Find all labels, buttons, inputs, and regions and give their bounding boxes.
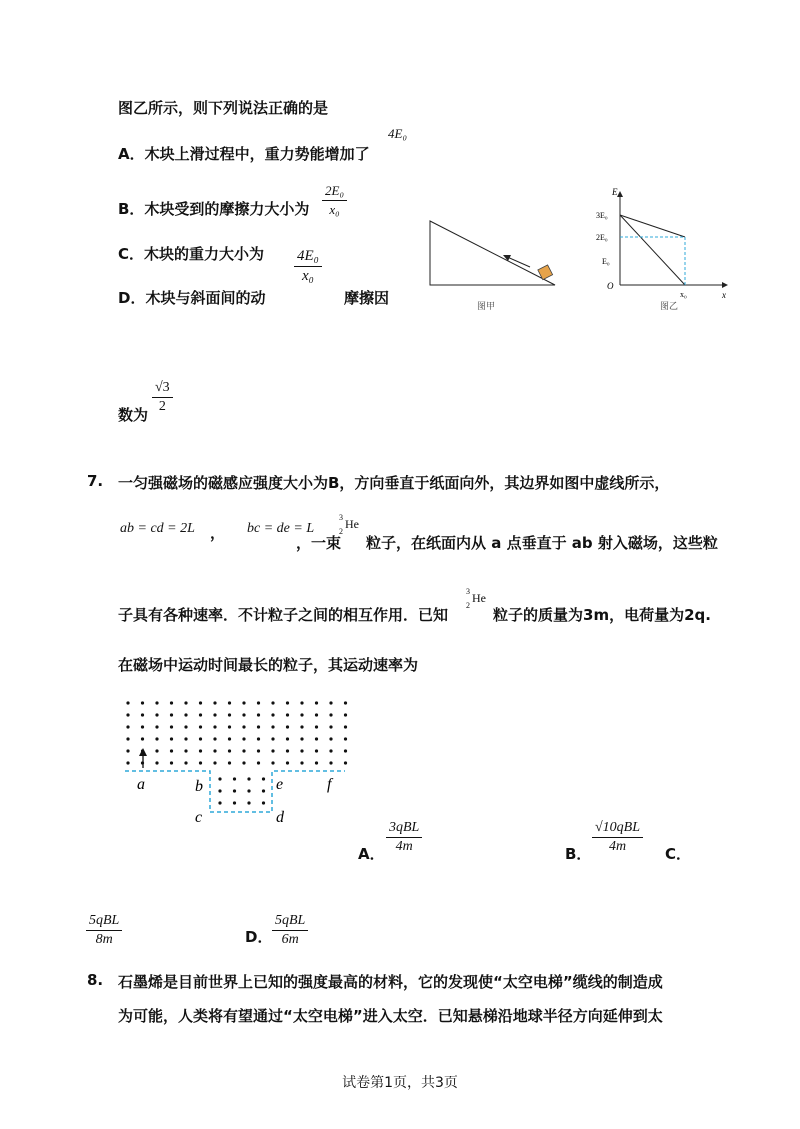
field-dot: [141, 725, 144, 728]
y-axis-arrow: [617, 191, 623, 197]
field-dot: [199, 701, 202, 704]
field-dot: [262, 777, 265, 780]
q7-option-c-denominator: 8m: [95, 932, 113, 947]
field-dot: [242, 713, 245, 716]
q6-option-b-numerator: 2E₀: [322, 183, 347, 201]
field-dot: [228, 725, 231, 728]
field-dot: [344, 713, 347, 716]
field-dot: [271, 713, 274, 716]
q8-line2: 为可能，人类将有望通过“太空电梯”进入太空．已知悬梯沿地球半径方向延伸到太: [118, 1007, 663, 1025]
field-dot: [329, 725, 332, 728]
fig-jia-caption: 图甲: [477, 301, 496, 311]
field-dot: [184, 701, 187, 704]
field-dot: [199, 749, 202, 752]
field-dot: [271, 701, 274, 704]
field-dot: [233, 801, 236, 804]
entry-arrow-head: [139, 748, 147, 756]
field-dot: [344, 737, 347, 740]
field-dot: [286, 701, 289, 704]
field-dot: [126, 713, 129, 716]
field-dot: [257, 749, 260, 752]
q6-option-b: B．木块受到的摩擦力大小为: [118, 200, 310, 218]
field-dot: [233, 777, 236, 780]
field-dot: [228, 749, 231, 752]
he-charge-number: 2: [339, 527, 343, 536]
field-dot: [315, 761, 318, 764]
field-dot: [257, 701, 260, 704]
field-dot: [315, 737, 318, 740]
field-dot: [155, 713, 158, 716]
field-dot: [228, 761, 231, 764]
field-dot: [247, 789, 250, 792]
energy-graph: [590, 185, 730, 315]
field-dot: [242, 737, 245, 740]
q7-option-c-numerator: 5qBL: [86, 913, 122, 931]
q7-option-b-label: B．: [565, 845, 592, 863]
field-dot: [141, 701, 144, 704]
field-dot: [170, 737, 173, 740]
q6-option-d-part1: D．木块与斜面间的动: [118, 289, 266, 307]
field-dot: [315, 725, 318, 728]
he-mass-number: 3: [339, 513, 343, 522]
field-dot: [141, 737, 144, 740]
field-dot: [344, 725, 347, 728]
q6-option-d-denominator: 2: [158, 399, 166, 414]
q6-option-c: C．木块的重力大小为: [118, 245, 265, 263]
incline-triangle: [430, 221, 555, 285]
q8-number: 8.: [87, 971, 104, 989]
field-dot: [213, 761, 216, 764]
q7-option-a-numerator: 3qBL: [386, 820, 422, 838]
field-dot: [271, 749, 274, 752]
q7-option-d-denominator: 6m: [281, 932, 299, 947]
field-dot: [286, 725, 289, 728]
field-dot: [315, 713, 318, 716]
q6-option-c-denominator: x₀: [302, 268, 314, 284]
tick-3E0: 3E₀: [596, 211, 608, 220]
q7-option-a-label: A．: [358, 845, 385, 863]
field-dot: [300, 737, 303, 740]
q7-option-b-numerator: √10qBL: [592, 820, 643, 838]
field-dot: [155, 761, 158, 764]
q7-option-a-fraction: [386, 820, 422, 855]
he-symbol-2: He: [472, 591, 486, 605]
field-dot: [126, 761, 129, 764]
q6-option-d-part2: 摩擦因: [344, 289, 390, 307]
x-axis-arrow: [722, 282, 728, 288]
field-dot: [286, 761, 289, 764]
q7-number: 7.: [87, 472, 104, 490]
q6-option-c-fraction: [294, 248, 322, 285]
magnetic-field-figure: [115, 695, 365, 830]
field-dot: [286, 737, 289, 740]
q7-sep1: ，: [210, 524, 226, 542]
q6-option-b-fraction: [322, 183, 347, 218]
q6-option-a-expr: 4E₀: [388, 126, 407, 141]
field-dot: [155, 701, 158, 704]
field-dot: [199, 737, 202, 740]
field-dot: [242, 701, 245, 704]
field-dot: [300, 713, 303, 716]
q7-eq2: bc = de = L: [247, 521, 315, 536]
field-dot: [184, 749, 187, 752]
field-dot: [242, 749, 245, 752]
q7-line1: 一匀强磁场的磁感应强度大小为B，方向垂直于纸面向外，其边界如图中虚线所示，: [118, 474, 670, 492]
field-dot: [271, 761, 274, 764]
field-dot: [155, 725, 158, 728]
field-dot: [170, 761, 173, 764]
field-dot: [184, 737, 187, 740]
q7-eq1: ab = cd = 2L: [120, 521, 195, 536]
field-dot: [126, 725, 129, 728]
field-dot: [233, 789, 236, 792]
q6-option-d-part3: 数为: [118, 406, 149, 424]
he-charge-number-2: 2: [466, 601, 470, 610]
field-dot: [126, 737, 129, 740]
q6-option-a: A．木块上滑过程中，重力势能增加了: [118, 145, 370, 163]
field-dot: [170, 713, 173, 716]
q7-line3-post: 粒子的质量为3m，电荷量为2q.: [493, 606, 711, 624]
field-dot: [262, 801, 265, 804]
q6-option-c-numerator: 4E₀: [294, 248, 322, 267]
field-dot: [228, 701, 231, 704]
tick-2E0: 2E₀: [596, 233, 608, 242]
field-dot: [218, 777, 221, 780]
q7-option-b-denominator: 4m: [608, 839, 627, 854]
field-dot: [257, 761, 260, 764]
q7-option-d-fraction: [272, 913, 308, 948]
q6-option-b-denominator: x₀: [329, 202, 340, 217]
y-axis-label: E: [612, 187, 618, 197]
field-dot: [218, 801, 221, 804]
field-dot: [257, 713, 260, 716]
field-dots: [126, 701, 347, 804]
field-dot: [199, 713, 202, 716]
field-dot: [184, 761, 187, 764]
q7-option-c-label: C．: [665, 845, 692, 863]
q7-option-d-numerator: 5qBL: [272, 913, 308, 931]
q7-option-c-fraction: [86, 913, 122, 948]
field-dot: [213, 713, 216, 716]
q7-option-d-label: D．: [245, 928, 273, 946]
q7-line2-rest: 粒子，在纸面内从 a 点垂直于 ab 射入磁场，这些粒: [366, 534, 718, 552]
q7-line2-mid: ，一束: [296, 534, 342, 552]
field-dot: [170, 725, 173, 728]
field-dot: [155, 749, 158, 752]
q7-line3-pre: 子具有各种速率．不计粒子之间的相互作用．已知: [118, 606, 449, 624]
field-dot: [199, 761, 202, 764]
field-dot: [329, 713, 332, 716]
incline-figure: [425, 215, 565, 315]
field-dot: [170, 701, 173, 704]
field-dot: [329, 701, 332, 704]
field-dot: [329, 749, 332, 752]
label-f: f: [327, 776, 332, 793]
field-dot: [271, 737, 274, 740]
label-a: a: [137, 776, 145, 793]
field-dot: [126, 701, 129, 704]
field-dot: [344, 701, 347, 704]
field-dot: [213, 737, 216, 740]
label-b: b: [195, 778, 203, 795]
q8-line1: 石墨烯是目前世界上已知的强度最高的材料，它的发现使“太空电梯”缆线的制造成: [118, 973, 663, 991]
field-dot: [257, 737, 260, 740]
field-dot: [257, 725, 260, 728]
tick-x0: x₀: [680, 290, 687, 299]
field-dot: [329, 737, 332, 740]
field-dot: [329, 761, 332, 764]
q7-option-a-denominator: 4m: [395, 839, 413, 854]
field-dot: [213, 701, 216, 704]
field-dot: [247, 777, 250, 780]
field-dot: [141, 713, 144, 716]
field-dot: [213, 725, 216, 728]
field-dot: [286, 713, 289, 716]
field-dot: [184, 713, 187, 716]
field-dot: [170, 749, 173, 752]
field-dot: [286, 749, 289, 752]
field-dot: [155, 737, 158, 740]
field-dot: [271, 725, 274, 728]
field-dot: [184, 725, 187, 728]
field-dot: [344, 761, 347, 764]
label-e: e: [276, 776, 284, 793]
origin-label: O: [607, 281, 614, 291]
field-dot: [315, 749, 318, 752]
label-d: d: [276, 809, 284, 826]
field-dot: [242, 761, 245, 764]
x-axis-label: x: [722, 290, 726, 300]
field-dot: [300, 725, 303, 728]
tick-E0: E₀: [602, 257, 610, 266]
page-footer: 试卷第1页，共3页: [342, 1075, 458, 1091]
field-dot: [315, 701, 318, 704]
field-dot: [199, 725, 202, 728]
field-dot: [247, 801, 250, 804]
q6-option-d-numerator: √3: [152, 380, 173, 398]
fig-yi-caption: 图乙: [660, 301, 679, 311]
field-dot: [344, 749, 347, 752]
field-dot: [228, 713, 231, 716]
field-dot: [218, 789, 221, 792]
field-dot: [300, 749, 303, 752]
he-symbol: He: [345, 517, 359, 531]
q7-line4: 在磁场中运动时间最长的粒子，其运动速率为: [118, 656, 419, 674]
field-dot: [228, 737, 231, 740]
q6-intro: 图乙所示，则下列说法正确的是: [118, 99, 329, 117]
field-dot: [242, 725, 245, 728]
field-dot: [300, 701, 303, 704]
he-mass-number-2: 3: [466, 587, 470, 596]
field-dot: [300, 761, 303, 764]
q6-option-d-fraction: [152, 380, 173, 415]
field-dot: [126, 749, 129, 752]
label-c: c: [195, 809, 203, 826]
q7-option-b-fraction: [592, 820, 643, 855]
field-dot: [262, 789, 265, 792]
field-dot: [213, 749, 216, 752]
